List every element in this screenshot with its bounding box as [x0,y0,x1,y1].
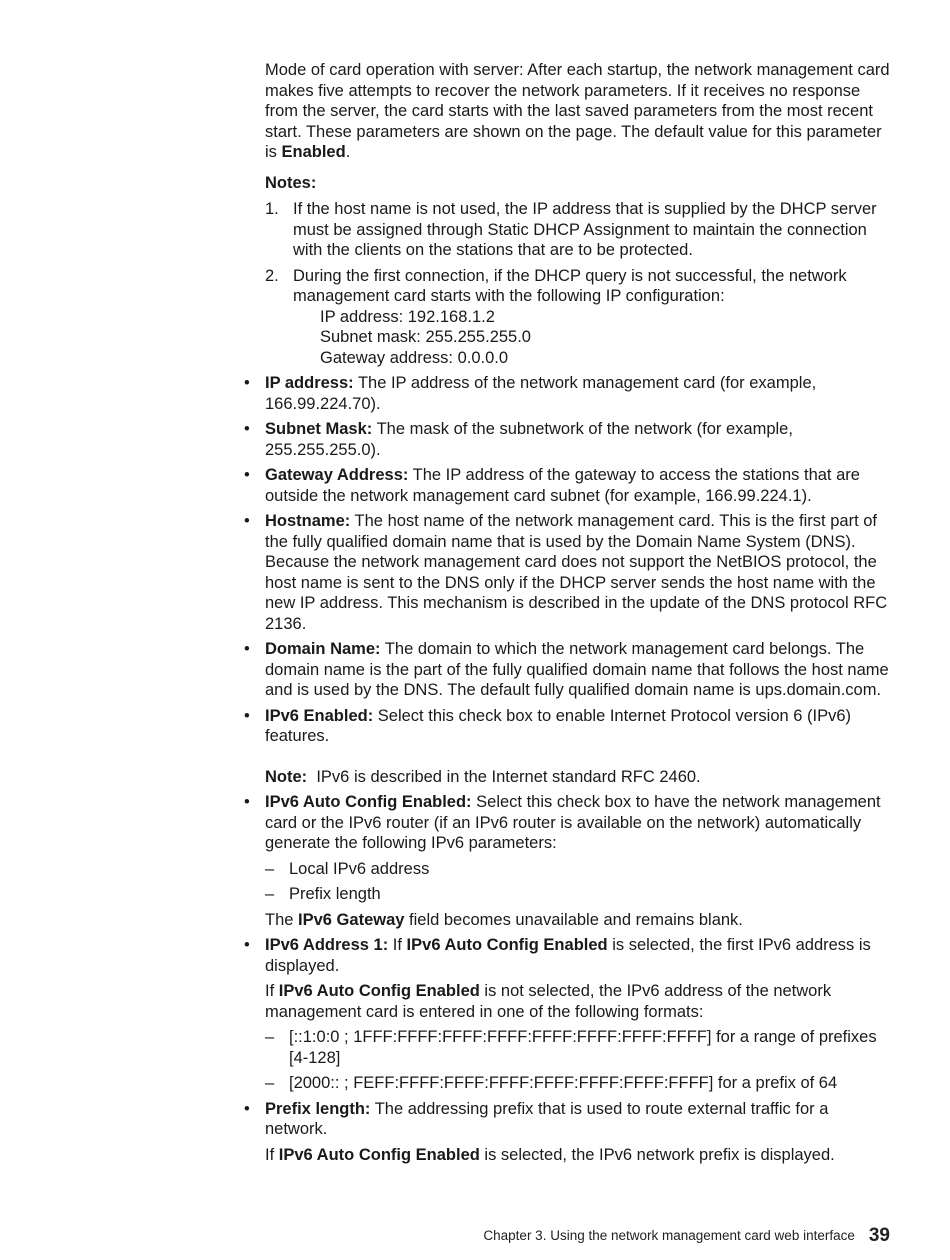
bullet-term: Domain Name: [265,640,381,658]
prefix-paragraph [265,1145,890,1166]
default-ip-address: IP address: 192.168.1.2 [320,307,495,326]
bullet-text: If [388,936,407,954]
intro-text: Mode of card operation with server: After each startup, the network management card makes five attempts to recover the network parameters. If it receives no response from the server, the card starts with the last saved parameters from the most recent start. These parameters are shown on the page. The default value for this parameter is [265,61,890,161]
dash-text: Prefix length [289,885,381,903]
bullet-mark: • [244,793,250,811]
bullet-text: The IP address of the gateway to access the stations that are outside the network management card subnet (for example, 166.99.224.1). [265,466,860,505]
bullet-mark: • [244,936,250,954]
intro-end: . [345,143,351,161]
notes-heading: Notes: [265,173,317,192]
bullet-text: The domain to which the network management card belongs. The domain name is the part of the fully qualified domain name that follows the host name and is used by the DNS. The default fully qualified domain name is ups.domain.com. [265,640,889,699]
bullet-gateway-address [244,465,890,506]
ipv6-address-formats [265,1027,890,1094]
parameter-list [244,373,890,1165]
bullet-mark: • [244,512,250,530]
para-text: If [265,1145,279,1164]
bullet-mark: • [244,640,250,658]
bullet-term: IPv6 Address 1: [265,936,389,954]
note-item [265,266,890,369]
bullet-ipv6-auto-config [244,792,890,930]
ipv6-note [265,767,890,788]
dash-mark: – [265,859,275,878]
bullet-text: The host name of the network management card. This is the first part of the fully qualified domain name that is used by the Domain Name System (DNS). Because the network management card does not support the NetBIOS protocol, the host name is sent to the DNS only if the DHCP server sends the host name with the new IP address. This mechanism is described in the update of the DNS protocol RFC 2136. [265,512,888,633]
ipv6-gateway-paragraph [265,910,890,931]
auto-config-params [265,859,890,905]
para-bold: IPv6 Auto Config Enabled [278,1145,480,1164]
note-text: During the first connection, if the DHCP query is not successful, the network management card starts with the following IP configuration: [293,266,847,305]
bullet-mark: • [244,466,250,484]
default-subnet-mask: Subnet mask: 255.255.255.0 [320,328,531,346]
page-footer [483,1225,890,1247]
para-text: is selected, the IPv6 network prefix is displayed. [479,1145,835,1164]
dash-mark: – [265,1028,275,1046]
bullet-text: Select this check box to enable Internet Protocol version 6 (IPv6) features. [265,706,852,745]
note-text: If the host name is not used, the IP address that is supplied by the DHCP server must be assigned through Static DHCP Assignment to maintain the connection with the clients on the stations that are to be protected. [293,200,877,259]
note-label: Note: [265,767,308,786]
bullet-term: IPv6 Auto Config Enabled: [265,793,472,811]
bullet-term: IP address: [265,374,354,392]
bullet-term: Hostname: [265,512,351,530]
bullet-term: Subnet Mask: [265,420,373,438]
note-item [265,199,890,261]
dash-text: [::1:0:0 ; 1FFF:FFFF:FFFF:FFFF:FFFF:FFFF:FFFF:FFFF] for a range of prefixes [4-128] [289,1028,877,1067]
bullet-prefix-length [244,1099,890,1166]
bullet-term: Gateway Address: [265,466,409,484]
para-text: is not selected, the IPv6 address of the network management card is entered in one of the following formats: [265,982,832,1021]
bullet-ip-address [244,373,890,414]
dash-item [265,1027,890,1068]
bullet-term: Prefix length: [265,1099,371,1118]
bullet-term: IPv6 Enabled: [265,706,374,725]
intro-paragraph [265,60,890,163]
document-body [244,60,890,1170]
bullet-text: The addressing prefix that is used to route external traffic for a network. [265,1099,829,1138]
bullet-ipv6-enabled [244,706,890,788]
page-number: 39 [868,1225,890,1246]
bullet-text: is selected, the first IPv6 address is displayed. [265,936,871,975]
bullet-hostname [244,511,890,634]
para-text: field becomes unavailable and remains blank. [404,910,743,929]
bullet-ipv6-address-1 [244,935,890,1094]
bullet-mark: • [244,1099,250,1118]
dash-item [265,1073,890,1094]
dash-item [265,884,890,905]
notes-list [265,199,890,368]
chapter-title: Chapter 3. Using the network management card web interface [483,1228,855,1243]
bullet-text: The IP address of the network management card (for example, 166.99.224.70). [265,374,817,413]
dash-mark: – [265,885,275,903]
bullet-domain-name [244,639,890,701]
bullet-mark: • [244,706,250,725]
bullet-text: Select this check box to have the network management card or the IPv6 router (if an IPv6 router is available on the network) automatically generate the following IPv6 parameters: [265,793,881,852]
para-bold: IPv6 Auto Config Enabled [278,982,480,1000]
intro-bold: Enabled [281,143,346,161]
note-number: 2. [265,266,279,285]
para-text: The [265,910,299,929]
ipv6-address-format-paragraph [265,981,890,1022]
bullet-bold: IPv6 Auto Config Enabled [406,936,608,954]
bullet-text: The mask of the subnetwork of the network (for example, 255.255.255.0). [265,420,793,459]
note-number: 1. [265,200,279,218]
dash-item [265,859,890,880]
bullet-subnet-mask [244,419,890,460]
para-text: If [265,982,279,1000]
dash-text: Local IPv6 address [289,859,430,878]
note-text: IPv6 is described in the Internet standard RFC 2460. [307,767,701,786]
dash-mark: – [265,1074,275,1092]
bullet-mark: • [244,420,250,438]
para-bold: IPv6 Gateway [298,910,405,929]
bullet-mark: • [244,374,250,392]
default-ip-config [293,307,890,369]
dash-text: [2000:: ; FEFF:FFFF:FFFF:FFFF:FFFF:FFFF:FFFF:FFFF] for a prefix of 64 [289,1074,838,1092]
default-gateway-address: Gateway address: 0.0.0.0 [320,348,509,367]
